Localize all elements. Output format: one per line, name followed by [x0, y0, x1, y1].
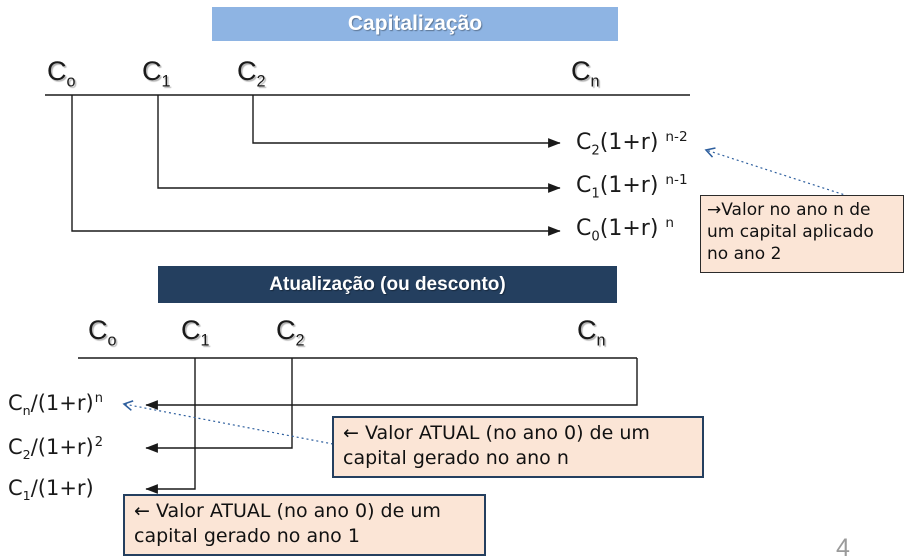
arrow-c2-discount — [146, 358, 292, 448]
label-base: C — [88, 315, 108, 345]
label-subscript: 1 — [200, 331, 210, 350]
label-base: C — [47, 56, 67, 86]
callout-capitalization: →Valor no ano n de um capital aplicado no ano 2 — [700, 195, 904, 273]
label-subscript: 2 — [295, 331, 305, 350]
label-subscript: o — [107, 331, 117, 350]
callout-discount-year-1: ← Valor ATUAL (no ano 0) de um capital gerado no ano 1 — [123, 494, 486, 556]
label-base: C — [571, 56, 591, 86]
timeline-label-c2-top — [237, 56, 266, 91]
capitalization-header: Capitalização — [212, 7, 618, 41]
label-base: C — [577, 315, 597, 345]
dotted-arrow-callout-capitalization — [706, 150, 848, 196]
callout-discount-year-n: ← Valor ATUAL (no ano 0) de um capital gerado no ano n — [332, 416, 704, 478]
timeline-label-c1-top — [142, 56, 171, 91]
timeline-label-c0-bottom — [88, 315, 117, 350]
page-number: 4 — [836, 534, 850, 558]
timeline-label-cn-top — [571, 56, 600, 91]
label-subscript: o — [66, 72, 76, 91]
formula-discount-c1: $C_1/(1+r)$ — [8, 476, 94, 504]
label-base: C — [237, 56, 257, 86]
dotted-arrow-callout-discount — [124, 404, 333, 444]
arrow-cn-discount — [146, 358, 637, 405]
formula-capitalization-c1: $C_1(1+r)$ $^{n-1}$ — [576, 171, 688, 202]
arrow-c0-capitalization — [72, 95, 560, 231]
formula-capitalization-c0: $C_0(1+r)$ $^n$ — [576, 214, 675, 245]
label-base: C — [276, 315, 296, 345]
formula-capitalization-c2: $C_2(1+r)$ $^{n-2}$ — [576, 128, 688, 159]
timeline-label-c0-top — [47, 56, 76, 91]
discount-header: Atualização (ou desconto) — [158, 266, 617, 303]
timeline-label-c1-bottom — [181, 315, 210, 350]
arrow-c1-capitalization — [158, 95, 560, 188]
label-base: C — [181, 315, 201, 345]
formula-discount-cn: $C_n/(1+r)^n$ — [8, 391, 103, 419]
label-subscript: 2 — [256, 72, 266, 91]
formula-discount-c2: $C_2/(1+r)^2$ — [8, 435, 104, 463]
label-subscript: 1 — [161, 72, 171, 91]
arrow-c1-discount — [146, 358, 195, 489]
arrow-c2-capitalization — [253, 95, 560, 143]
label-base: C — [142, 56, 162, 86]
label-subscript: n — [590, 72, 600, 91]
timeline-label-c2-bottom — [276, 315, 305, 350]
timeline-label-cn-bottom — [577, 315, 606, 350]
label-subscript: n — [596, 331, 606, 350]
